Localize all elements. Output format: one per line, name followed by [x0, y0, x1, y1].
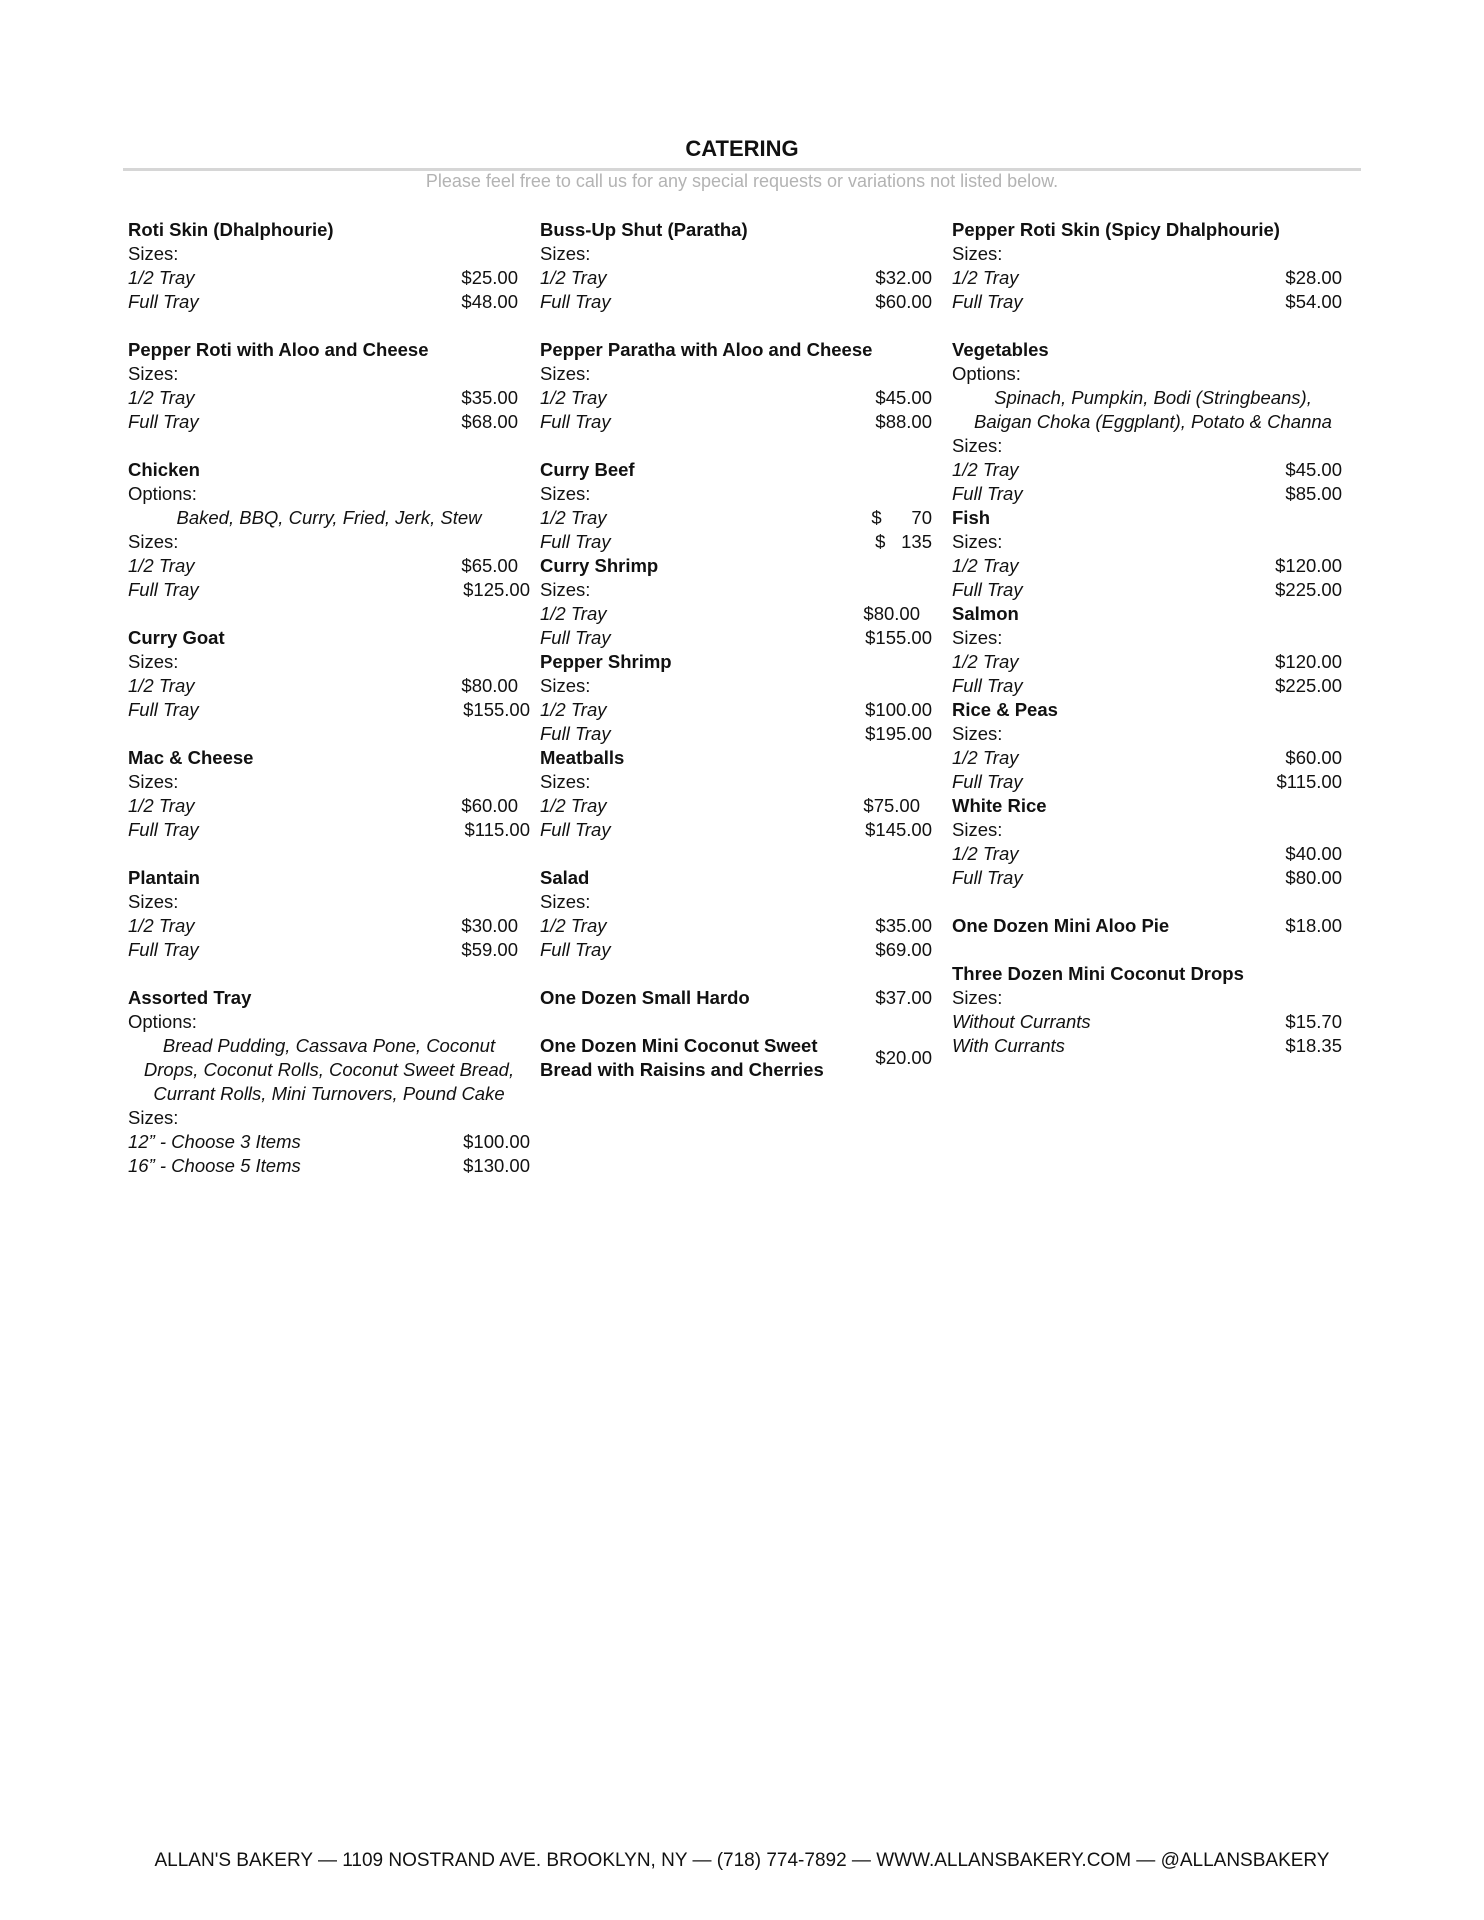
sizes-label: Sizes:: [952, 723, 1003, 744]
options-label: Options:: [128, 483, 197, 504]
size-row: [952, 674, 1354, 698]
size-label: Full Tray: [952, 675, 1023, 696]
menu-item-pepper-roti-skin: [952, 218, 1354, 314]
size-row: [952, 1010, 1354, 1034]
item-name-line: One Dozen Mini Coconut Sweet: [540, 1035, 818, 1056]
size-row: [128, 674, 530, 698]
item-name: Mac & Cheese: [128, 747, 254, 768]
size-label: Full Tray: [128, 699, 199, 720]
size-label: Full Tray: [540, 723, 611, 744]
size-row: [128, 578, 530, 602]
sizes-label: Sizes:: [128, 891, 179, 912]
size-row: [128, 1154, 530, 1178]
size-row: [128, 554, 530, 578]
size-price: $60.00: [461, 795, 518, 816]
size-label: 1/2 Tray: [128, 795, 195, 816]
size-price: $155.00: [865, 627, 932, 648]
size-label: Full Tray: [952, 483, 1023, 504]
sizes-label: Sizes:: [128, 363, 179, 384]
item-name: Pepper Roti Skin (Spicy Dhalphourie): [952, 219, 1280, 240]
item-name-row: [540, 1034, 932, 1082]
menu-column-2: [540, 218, 932, 1082]
size-label: With Currants: [952, 1035, 1065, 1056]
item-name: Three Dozen Mini Coconut Drops: [952, 963, 1244, 984]
size-row: [540, 914, 932, 938]
size-label: 1/2 Tray: [128, 555, 195, 576]
size-price: [875, 530, 932, 554]
size-row: [952, 554, 1354, 578]
size-label: Full Tray: [540, 819, 611, 840]
sizes-label: Sizes:: [540, 771, 591, 792]
options-text: Baked, BBQ, Curry, Fried, Jerk, Stew: [176, 507, 482, 528]
size-row: [540, 938, 932, 962]
sizes-label: Sizes:: [952, 819, 1003, 840]
item-name: Roti Skin (Dhalphourie): [128, 219, 334, 240]
size-price: $120.00: [1275, 555, 1342, 576]
price-value: 70: [911, 507, 932, 528]
size-row: [952, 1034, 1354, 1058]
size-row: [540, 410, 932, 434]
options-text: Baigan Choka (Eggplant), Potato & Channa: [974, 411, 1332, 432]
sizes-label: Sizes:: [952, 987, 1003, 1008]
size-row: [952, 842, 1354, 866]
menu-item-fish: [952, 506, 1354, 602]
size-row: [952, 458, 1354, 482]
sizes-label: Sizes:: [540, 579, 591, 600]
item-name: Curry Shrimp: [540, 555, 659, 576]
size-row: [128, 818, 530, 842]
size-price: $35.00: [875, 915, 932, 936]
menu-item-assorted-tray: [128, 986, 530, 1178]
size-label: Full Tray: [540, 627, 611, 648]
item-name: Fish: [952, 507, 991, 528]
menu-item-salad: [540, 866, 932, 962]
size-price: $125.00: [463, 579, 530, 600]
size-label: Full Tray: [128, 291, 199, 312]
size-row: [540, 266, 932, 290]
item-name-line: Bread with Raisins and Cherries: [540, 1059, 824, 1080]
item-name: Buss-Up Shut (Paratha): [540, 219, 748, 240]
menu-item-chicken: [128, 458, 530, 602]
size-row: [540, 290, 932, 314]
options-text: Currant Rolls, Mini Turnovers, Pound Cake: [153, 1083, 505, 1104]
size-price: $80.00: [863, 603, 920, 624]
size-row: [952, 578, 1354, 602]
size-price: $155.00: [463, 699, 530, 720]
sizes-label: Sizes:: [128, 651, 179, 672]
menu-column-3: [952, 218, 1354, 1058]
size-row: [952, 770, 1354, 794]
size-price: $88.00: [875, 411, 932, 432]
options-text: Spinach, Pumpkin, Bodi (Stringbeans),: [994, 387, 1312, 408]
size-label: 1/2 Tray: [540, 507, 607, 528]
size-price: $40.00: [1285, 843, 1342, 864]
item-name: Plantain: [128, 867, 200, 888]
size-label: 1/2 Tray: [128, 915, 195, 936]
menu-item-coconut-sweet-bread: [540, 1034, 932, 1082]
size-row: [952, 266, 1354, 290]
size-price: $100.00: [865, 699, 932, 720]
size-label: 1/2 Tray: [540, 915, 607, 936]
menu-item-meatballs: [540, 746, 932, 842]
size-price: $115.00: [464, 819, 530, 840]
item-name: Salmon: [952, 603, 1019, 624]
item-name-row: [540, 986, 932, 1010]
menu-item-coconut-drops: [952, 962, 1354, 1058]
size-row: [540, 818, 932, 842]
sizes-label: Sizes:: [128, 1107, 179, 1128]
size-row: [540, 698, 932, 722]
size-price: $225.00: [1275, 675, 1342, 696]
size-label: 1/2 Tray: [128, 267, 195, 288]
size-label: Full Tray: [952, 771, 1023, 792]
size-label: 1/2 Tray: [952, 747, 1019, 768]
item-name: [540, 1034, 824, 1082]
size-price: $80.00: [461, 675, 518, 696]
size-label: 1/2 Tray: [128, 387, 195, 408]
size-price: $15.70: [1285, 1011, 1342, 1032]
size-label: Full Tray: [952, 867, 1023, 888]
size-price: $45.00: [875, 387, 932, 408]
size-price: $68.00: [461, 411, 518, 432]
size-price: $35.00: [461, 387, 518, 408]
size-price: $115.00: [1276, 771, 1342, 792]
sizes-label: Sizes:: [540, 243, 591, 264]
size-row: [540, 602, 932, 626]
menu-item-pepper-roti: [128, 338, 530, 434]
menu-item-roti-skin: [128, 218, 530, 314]
size-label: Full Tray: [128, 579, 199, 600]
size-price: $75.00: [863, 795, 920, 816]
options-text: Drops, Coconut Rolls, Coconut Sweet Bread,: [143, 1059, 515, 1080]
size-price: $25.00: [461, 267, 518, 288]
size-price: $65.00: [461, 555, 518, 576]
menu-item-curry-beef: [540, 458, 932, 554]
options-label: Options:: [128, 1011, 197, 1032]
size-price: $120.00: [1275, 651, 1342, 672]
sizes-label: Sizes:: [128, 531, 179, 552]
size-label: 1/2 Tray: [540, 603, 607, 624]
size-row: [128, 266, 530, 290]
size-label: 1/2 Tray: [540, 795, 607, 816]
menu-item-white-rice: [952, 794, 1354, 890]
size-row: [540, 722, 932, 746]
sizes-label: Sizes:: [128, 243, 179, 264]
size-row: [128, 914, 530, 938]
size-price: $18.35: [1285, 1035, 1342, 1056]
sizes-label: Sizes:: [540, 675, 591, 696]
sizes-label: Sizes:: [540, 891, 591, 912]
size-row: [540, 386, 932, 410]
sizes-label: Sizes:: [952, 627, 1003, 648]
page-title: CATERING: [685, 136, 799, 161]
item-price: $37.00: [875, 987, 932, 1008]
size-row: [128, 938, 530, 962]
currency-symbol: $: [871, 507, 882, 528]
sizes-label: Sizes:: [952, 243, 1003, 264]
size-label: 1/2 Tray: [952, 555, 1019, 576]
size-label: Full Tray: [128, 819, 199, 840]
footer-contact: ALLAN'S BAKERY — 1109 NOSTRAND AVE. BROOKLYN, NY — (718) 774-7892 — WWW.ALLANSBAKERY.COM — @ALLANSBAKERY: [154, 1850, 1330, 1871]
menu-item-plantain: [128, 866, 530, 962]
item-name: Salad: [540, 867, 590, 888]
item-name: Assorted Tray: [128, 987, 252, 1008]
size-price: $85.00: [1285, 483, 1342, 504]
menu-item-pepper-paratha: [540, 338, 932, 434]
size-label: 1/2 Tray: [952, 651, 1019, 672]
size-price: $60.00: [875, 291, 932, 312]
menu-item-hardo: [540, 986, 932, 1010]
size-price: $45.00: [1285, 459, 1342, 480]
options-label: Options:: [952, 363, 1021, 384]
size-label: 1/2 Tray: [540, 699, 607, 720]
size-row: [128, 290, 530, 314]
sizes-label: Sizes:: [540, 483, 591, 504]
item-name: Curry Goat: [128, 627, 225, 648]
menu-item-curry-goat: [128, 626, 530, 722]
item-name: Pepper Paratha with Aloo and Cheese: [540, 339, 873, 360]
size-label: Full Tray: [540, 531, 611, 552]
sizes-label: Sizes:: [952, 435, 1003, 456]
item-name: Pepper Roti with Aloo and Cheese: [128, 339, 429, 360]
item-price: $20.00: [875, 1047, 932, 1068]
size-price: $30.00: [461, 915, 518, 936]
size-row: [952, 650, 1354, 674]
size-row: [128, 386, 530, 410]
item-name: Vegetables: [952, 339, 1049, 360]
size-label: 1/2 Tray: [540, 387, 607, 408]
item-name-row: [952, 914, 1354, 938]
item-name: Pepper Shrimp: [540, 651, 672, 672]
size-price: $28.00: [1285, 267, 1342, 288]
size-label: 12” - Choose 3 Items: [128, 1131, 301, 1152]
menu-item-mac-cheese: [128, 746, 530, 842]
price-value: 135: [901, 531, 932, 552]
size-row: [128, 1130, 530, 1154]
menu-item-salmon: [952, 602, 1354, 698]
menu-item-vegetables: [952, 338, 1354, 506]
menu-column-1: [128, 218, 530, 1178]
item-name: Meatballs: [540, 747, 625, 768]
size-row: [540, 530, 932, 554]
item-name: Curry Beef: [540, 459, 635, 480]
size-row: [952, 746, 1354, 770]
size-label: Full Tray: [952, 291, 1023, 312]
size-price: $54.00: [1285, 291, 1342, 312]
item-name: One Dozen Mini Aloo Pie: [952, 915, 1170, 936]
sizes-label: Sizes:: [952, 531, 1003, 552]
size-label: Full Tray: [128, 411, 199, 432]
size-label: Full Tray: [952, 579, 1023, 600]
size-price: $48.00: [461, 291, 518, 312]
size-price: $130.00: [463, 1155, 530, 1176]
options-text: Bread Pudding, Cassava Pone, Coconut: [162, 1035, 496, 1056]
size-price: $100.00: [463, 1131, 530, 1152]
menu-item-curry-shrimp: [540, 554, 932, 650]
menu-item-pepper-shrimp: [540, 650, 932, 746]
item-price: $18.00: [1285, 915, 1342, 936]
size-label: 16” - Choose 5 Items: [128, 1155, 301, 1176]
size-price: $60.00: [1285, 747, 1342, 768]
size-row: [128, 410, 530, 434]
item-name: White Rice: [952, 795, 1047, 816]
size-label: 1/2 Tray: [540, 267, 607, 288]
sizes-label: Sizes:: [540, 363, 591, 384]
menu-item-buss-up-shut: [540, 218, 932, 314]
size-price: [871, 506, 932, 530]
size-label: Without Currants: [952, 1011, 1091, 1032]
size-price: $69.00: [875, 939, 932, 960]
size-row: [952, 866, 1354, 890]
size-label: Full Tray: [540, 939, 611, 960]
item-name: Chicken: [128, 459, 200, 480]
size-row: [540, 794, 932, 818]
size-label: 1/2 Tray: [128, 675, 195, 696]
menu-item-aloo-pie: [952, 914, 1354, 938]
size-row: [128, 698, 530, 722]
size-label: 1/2 Tray: [952, 459, 1019, 480]
size-label: Full Tray: [540, 291, 611, 312]
size-row: [540, 626, 932, 650]
size-row: [540, 506, 932, 530]
size-price: $225.00: [1275, 579, 1342, 600]
sizes-label: Sizes:: [128, 771, 179, 792]
size-label: 1/2 Tray: [952, 843, 1019, 864]
size-label: Full Tray: [128, 939, 199, 960]
size-price: $32.00: [875, 267, 932, 288]
size-row: [128, 794, 530, 818]
size-row: [952, 290, 1354, 314]
size-price: $145.00: [865, 819, 932, 840]
size-label: Full Tray: [540, 411, 611, 432]
item-name: Rice & Peas: [952, 699, 1058, 720]
size-price: $59.00: [461, 939, 518, 960]
page-subtitle: Please feel free to call us for any special requests or variations not listed below.: [425, 171, 1059, 191]
menu-item-rice-peas: [952, 698, 1354, 794]
currency-symbol: $: [875, 531, 886, 552]
item-name: One Dozen Small Hardo: [540, 987, 750, 1008]
size-price: $80.00: [1285, 867, 1342, 888]
size-label: 1/2 Tray: [952, 267, 1019, 288]
size-row: [952, 482, 1354, 506]
size-price: $195.00: [865, 723, 932, 744]
